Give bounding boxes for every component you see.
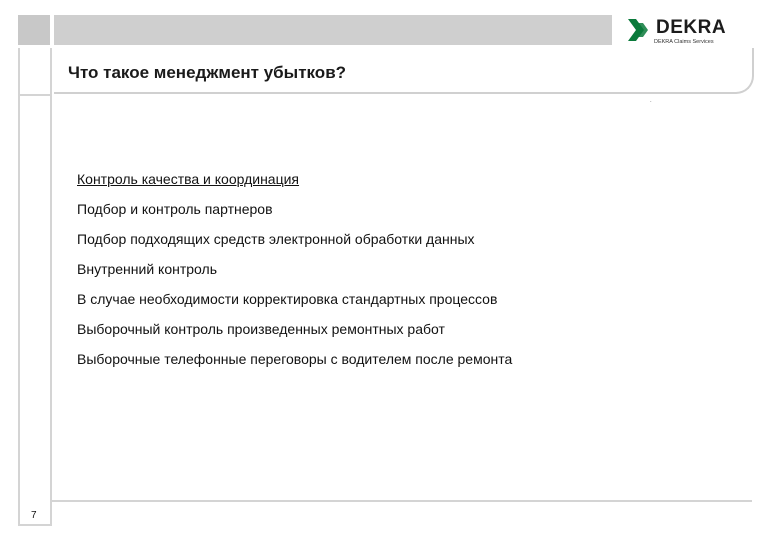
header-corner-block	[18, 15, 50, 45]
bullet-list	[77, 170, 637, 380]
rail-divider	[18, 94, 52, 96]
list-item: Подбор подходящих средств электронной обработки данных	[77, 231, 475, 247]
dekra-logo	[628, 17, 738, 49]
list-item: В случае необходимости корректировка стандартных процессов	[77, 291, 498, 307]
left-rail	[18, 48, 52, 526]
page-number: 7	[31, 510, 37, 521]
dot-mark: .	[650, 98, 652, 104]
header-bar	[54, 15, 612, 45]
logo-wordmark: DEKRA	[656, 17, 727, 38]
dekra-chevron-icon	[628, 19, 652, 41]
list-item: Контроль качества и координация	[77, 171, 300, 187]
list-item: Выборочные телефонные переговоры с водителем после ремонта	[77, 351, 513, 367]
list-item: Внутренний контроль	[77, 261, 217, 277]
slide-title: Что такое менеджмент убытков?	[68, 63, 347, 82]
logo-subtitle: DEKRA Claims Services	[654, 39, 714, 45]
list-item: Выборочный контроль произведенных ремонтных работ	[77, 321, 445, 337]
bottom-rule	[52, 500, 752, 502]
list-item: Подбор и контроль партнеров	[77, 201, 273, 217]
